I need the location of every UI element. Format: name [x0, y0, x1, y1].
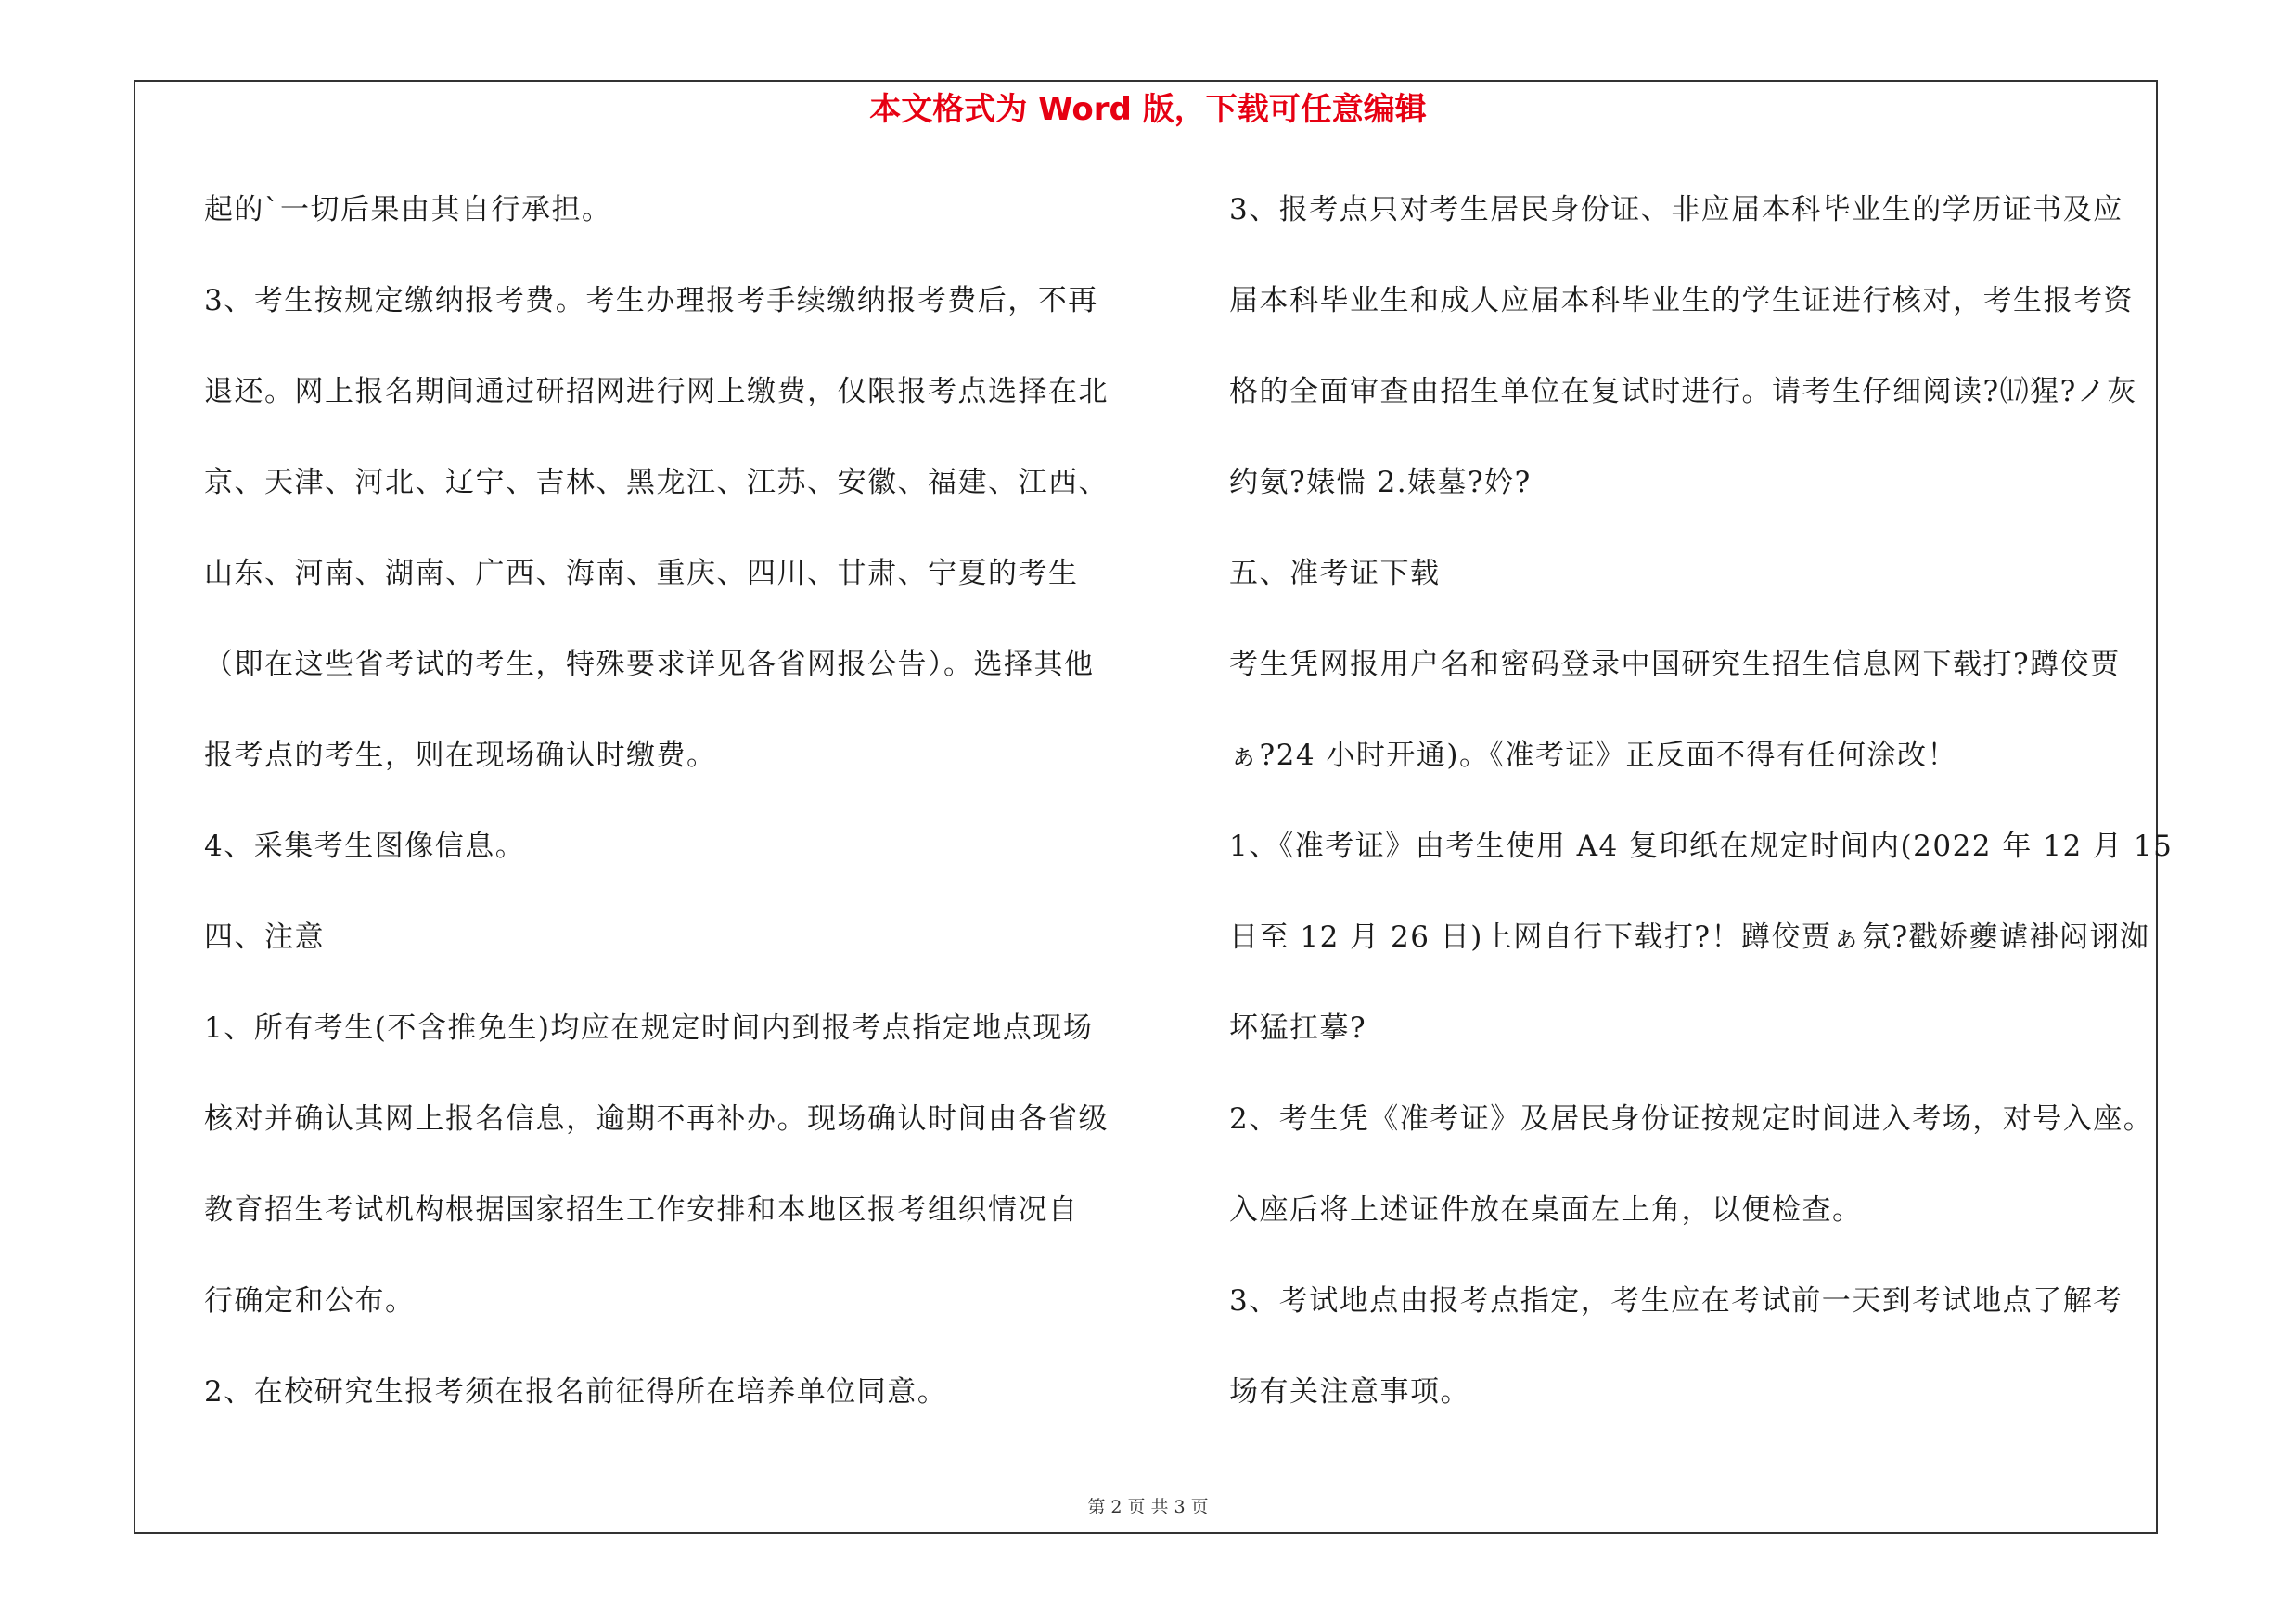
text-line: 教育招生考试机构根据国家招生工作安排和本地区报考组织情况自 [204, 1193, 1079, 1227]
text-line: 日至 12 月 26 日)上网自行下载打?！蹲佼贾ぁ氛?戳娇夔谑褂闷诩洳 [1229, 921, 2150, 954]
text-line: 起的`一切后果由其自行承担。 [204, 193, 612, 226]
text-line: 约氨?婊惴 2.婊墓?妗? [1229, 466, 1532, 499]
text-line: 山东、河南、湖南、广西、海南、重庆、四川、甘肃、宁夏的考生 [204, 557, 1079, 590]
text-line: 2、在校研究生报考须在报名前征得所在培养单位同意。 [204, 1375, 948, 1409]
text-line: 核对并确认其网上报名信息，逾期不再补办。现场确认时间由各省级 [204, 1102, 1109, 1136]
text-line: 考生凭网报用户名和密码登录中国研究生招生信息网下载打?蹲佼贾 [1229, 648, 2121, 681]
text-line: 格的全面审查由招生单位在复试时进行。请考生仔细阅读?⒄猩?ノ灰 [1229, 375, 2137, 408]
text-line: 京、天津、河北、辽宁、吉林、黑龙江、江苏、安徽、福建、江西、 [204, 466, 1109, 499]
text-line: 退还。网上报名期间通过研招网进行网上缴费，仅限报考点选择在北 [204, 375, 1109, 408]
section-heading: 五、准考证下载 [1229, 557, 1441, 590]
text-line: 入座后将上述证件放在桌面左上角，以便检查。 [1229, 1193, 1863, 1227]
text-line: ぁ?24 小时开通)。《准考证》正反面不得有任何涂改！ [1229, 739, 1958, 772]
text-line: 1、《准考证》由考生使用 A4 复印纸在规定时间内(2022 年 12 月 15 [1229, 830, 2174, 863]
text-line: 3、报考点只对考生居民身份证、非应届本科毕业生的学历证书及应 [1229, 193, 2123, 226]
section-heading: 四、注意 [204, 921, 325, 954]
right-column [1229, 181, 2174, 1454]
text-line: 4、采集考生图像信息。 [204, 830, 526, 863]
text-line: 报考点的考生，则在现场确认时缴费。 [204, 739, 717, 772]
text-line: 3、考生按规定缴纳报考费。考生办理报考手续缴纳报考费后，不再 [204, 284, 1098, 317]
text-line: 场有关注意事项。 [1229, 1375, 1470, 1409]
left-column [204, 181, 1132, 1454]
text-line: 坏猛扛摹? [1229, 1011, 1367, 1045]
text-line: 2、考生凭《准考证》及居民身份证按规定时间进入考场，对号入座。 [1229, 1102, 2154, 1136]
page-header: 本文格式为 Word 版，下载可任意编辑 [869, 91, 1427, 128]
text-line: （即在这些省考试的考生，特殊要求详见各省网报公告）。选择其他 [204, 648, 1095, 681]
text-line: 1、所有考生(不含推免生)均应在规定时间内到报考点指定地点现场 [204, 1011, 1094, 1045]
text-line: 行确定和公布。 [204, 1284, 416, 1318]
text-line: 3、考试地点由报考点指定，考生应在考试前一天到考试地点了解考 [1229, 1284, 2123, 1318]
text-line: 届本科毕业生和成人应届本科毕业生的学生证进行核对，考生报考资 [1229, 284, 2134, 317]
page-number: 第 2 页 共 3 页 [1087, 1497, 1209, 1517]
